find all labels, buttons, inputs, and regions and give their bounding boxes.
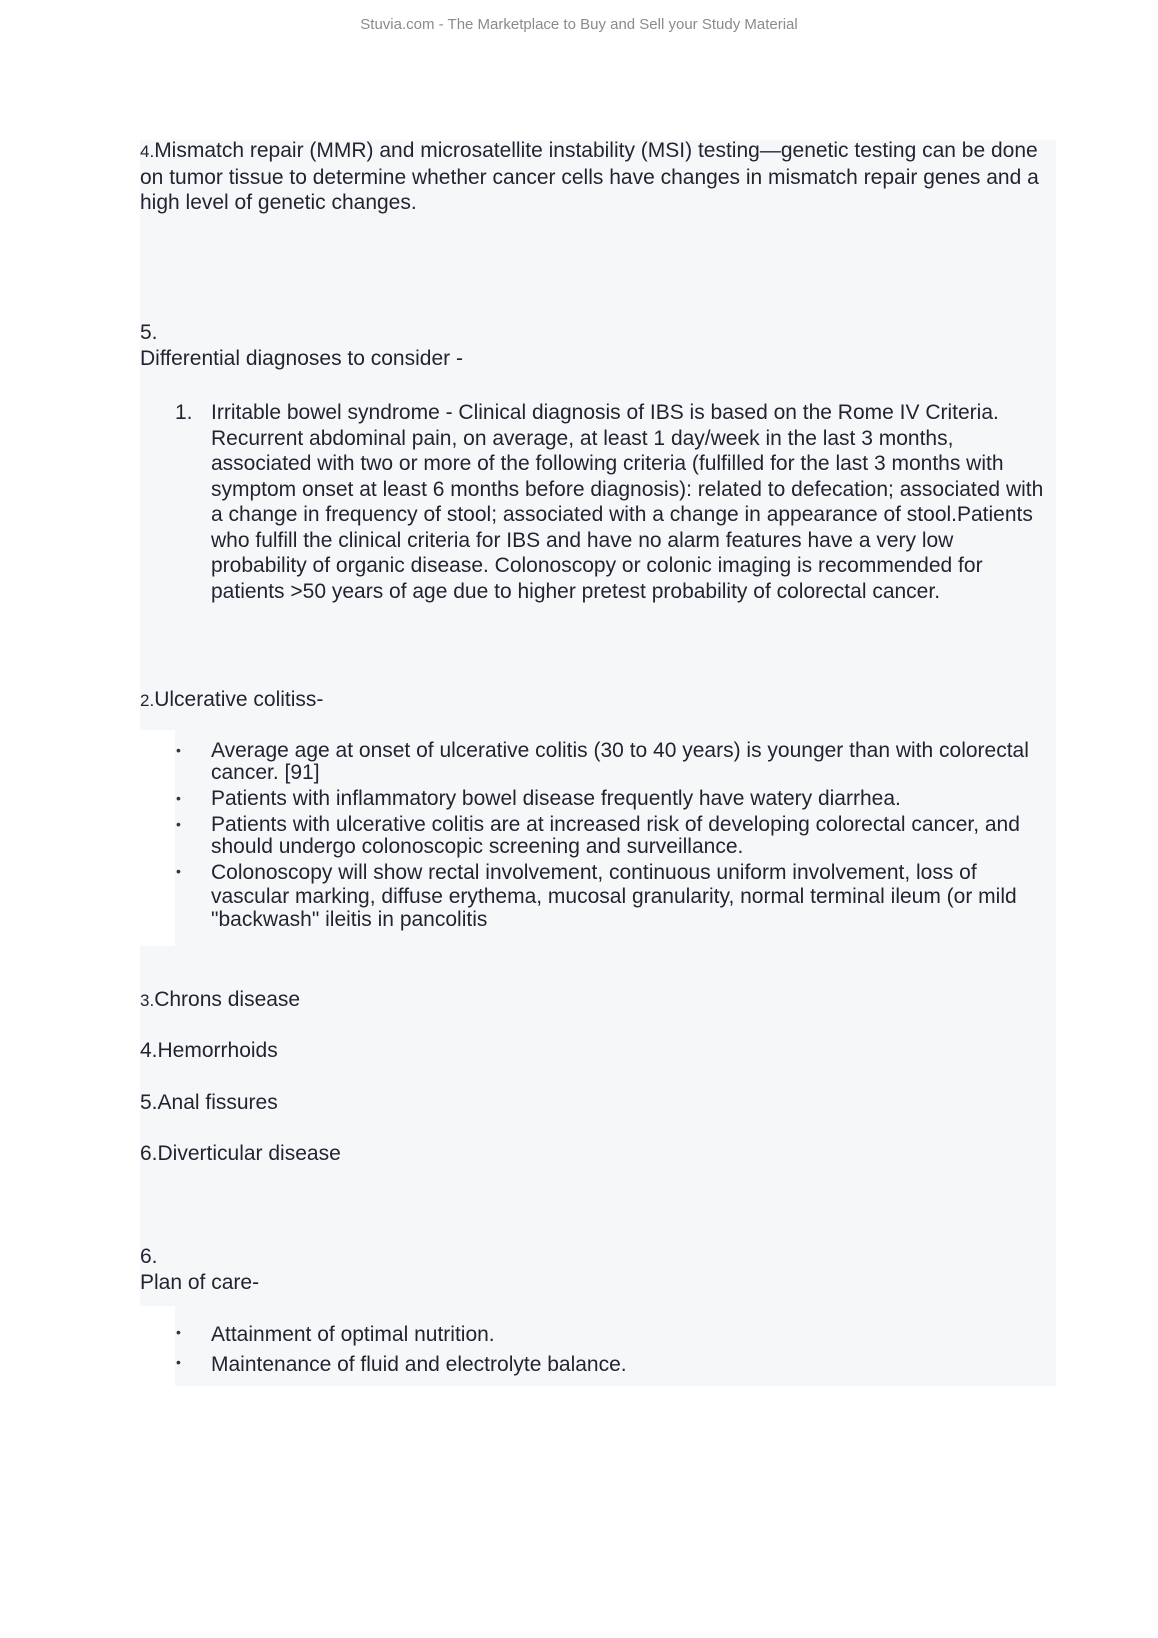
bullet-dot: • — [176, 863, 181, 879]
uc-bullet-3: Patients with ulcerative colitis are at increased risk of developing colorectal cancer, and should undergo colonoscopic screening and surveillance. — [211, 813, 1020, 858]
care-bullet-1: Attainment of optimal nutrition. — [211, 1323, 495, 1346]
shade-block-3 — [140, 630, 1056, 730]
item-4-hemorrhoids: 4.Hemorrhoids — [140, 1039, 278, 1062]
item-5-anal-fissures: 5.Anal fissures — [140, 1091, 278, 1114]
section-4-paragraph — [140, 138, 1040, 216]
item-3-number: 3. — [140, 991, 155, 1010]
uc-bullet-1: Average age at onset of ulcerative colitis (30 to 40 years) is younger than with colorectal cancer. [91] — [211, 739, 1029, 784]
bullet-dot: • — [176, 1324, 181, 1340]
bullet-dot: • — [176, 1354, 181, 1370]
item-2-title: Ulcerative colitiss- — [154, 688, 324, 711]
bullet-dot: • — [176, 816, 181, 832]
watermark-header: Stuvia.com - The Marketplace to Buy and Sell your Study Material — [360, 16, 798, 33]
item-3-title: Chrons disease — [154, 988, 301, 1011]
section-5-title: Differential diagnoses to consider - — [140, 347, 463, 370]
section-5-number: 5. — [140, 321, 158, 344]
section-6-title: Plan of care- — [140, 1271, 260, 1294]
item-2-number: 2. — [140, 691, 155, 710]
item-1-text: Irritable bowel syndrome - Clinical diagnosis of IBS is based on the Rome IV Criteria. Recurrent abdominal pain, on average, at least 1 day/week in the last 3 months, associated with two or more of the following criteria (fulfilled for the last 3 months with symptom onset at least 6 months before diagnosis): related to defecation; associated with a change in frequency of stool; associated with a change in appearance of stool.Patients who fulfill the clinical criteria for IBS and have no alarm features have a very low probability of organic disease. Colonoscopy or colonic imaging is recommended for patients >50 years of age due to higher pretest probability of colorectal cancer. — [211, 401, 1044, 603]
item-3-heading — [140, 987, 300, 1013]
section-6-number: 6. — [140, 1245, 158, 1268]
care-bullet-2: Maintenance of fluid and electrolyte balance. — [211, 1353, 627, 1376]
uc-bullet-4: Colonoscopy will show rectal involvement, continuous uniform involvement, loss of vascular marking, diffuse erythema, mucosal granularity, normal terminal ileum (or mild "backwash" ileitis in pancolitis — [211, 861, 1017, 931]
item-2-heading — [140, 687, 323, 713]
uc-bullet-2: Patients with inflammatory bowel disease frequently have watery diarrhea. — [211, 787, 901, 810]
section-4-number: 4. — [140, 142, 155, 161]
item-1-number: 1. — [175, 401, 193, 424]
item-6-diverticular: 6.Diverticular disease — [140, 1142, 341, 1165]
bullet-dot: • — [176, 742, 181, 758]
bullet-dot: • — [176, 790, 181, 806]
section-4-text: Mismatch repair (MMR) and microsatellite instability (MSI) testing—genetic testing can be done on tumor tissue to determine whether cancer cells have changes in mismatch repair genes and a high level of genetic changes. — [140, 139, 1039, 214]
